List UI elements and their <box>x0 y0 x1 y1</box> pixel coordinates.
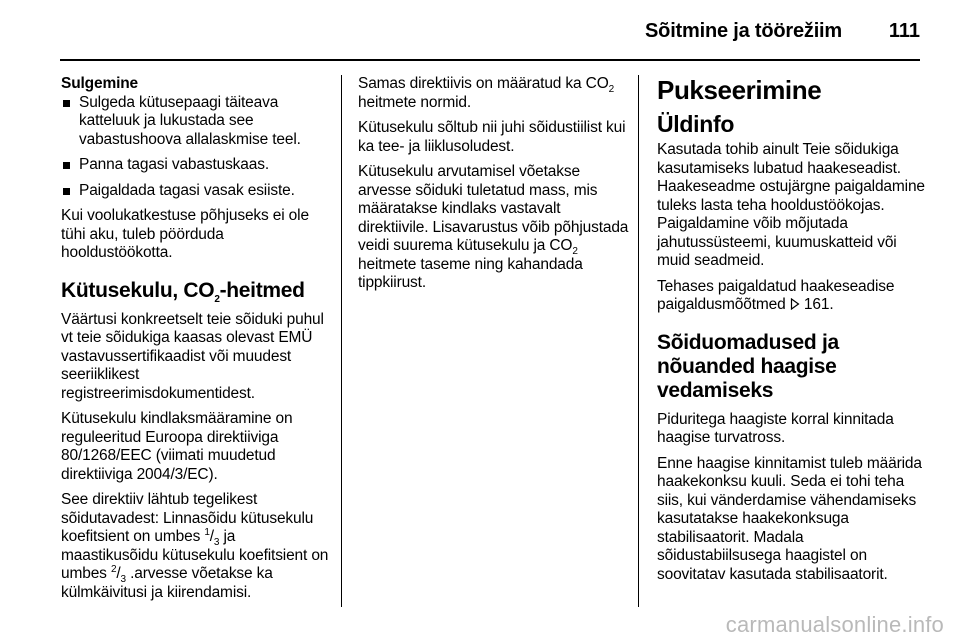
chapter-title: Sõitmine ja töörežiim <box>645 20 842 42</box>
subsection-heading-general: Üldinfo <box>657 111 735 137</box>
paragraph: Kasutada tohib ainult Teie sõidukiga kasutamiseks lubatud haakeseadist. Haakeseadme ostujärgne paigaldamine tuleks lasta teha hooldustöökojas. Paigaldamine võib mõjutada jahutussüsteemi, kuumuskatteid või muid seadmeid. <box>657 141 925 269</box>
section-heading-fuel: Kütusekulu, $CO_2$-heitmed <box>61 278 305 305</box>
closing-steps-list <box>61 94 331 201</box>
paragraph: Enne haagise kinnitamist tuleb määrida haakekonksu kuuli. Seda ei tohi teha siis, kui vänderdamise vähendamiseks kasutatakse haakekonksuga stabilisaatorit. Madala sõidustabiilsusega haagistel on soovitatav kasutada stabilisaatorit. <box>657 454 922 583</box>
square-bullet-icon <box>63 188 70 195</box>
list-item: Panna tagasi vabastuskaas. <box>61 156 331 175</box>
list-item: Sulgeda kütusepaagi täiteava katteluuk ja lukustada see vabastushoova allalaskmise teel. <box>61 94 331 150</box>
column-divider-1 <box>341 75 342 607</box>
column-divider-2 <box>638 75 639 607</box>
closing-label: Sulgemine <box>61 75 139 92</box>
page-number: 111 <box>888 20 920 42</box>
paragraph: Kütusekulu arvutamisel võetakse arvesse sõiduki tuletatud mass, mis määratakse kindlaks vastavalt direktiivile. Lisavarustus võib põhjustada veidi suurema kütusekulu ja $CO_2$ heitmete taseme ning kahandada tippkiirust. <box>358 163 629 291</box>
paragraph: Tehases paigaldatud haakeseadise paigaldusmõõtmed 161. <box>657 277 895 313</box>
square-bullet-icon <box>63 100 70 107</box>
section-title-towing: Pukseerimine <box>657 75 822 105</box>
list-item: Paigaldada tagasi vasak esiiste. <box>61 182 331 201</box>
paragraph: Väärtusi konkreetselt teie sõiduki puhul vt teie sõidukiga kaasas olevast EMÜ vastavussertifikaadist või muudest seeriiklikest registreerimisdokumentidest. <box>61 310 324 402</box>
paragraph: Kütusekulu sõltub nii juhi sõidustiilist kui ka tee- ja liiklusoludest. <box>358 119 626 155</box>
paragraph: Kütusekulu kindlaksmääramine on reguleeritud Euroopa direktiiviga 80/1268/EEC (viimati muudetud direktiiviga 2004/3/EC). <box>61 410 293 483</box>
paragraph: Samas direktiivis on määratud ka $CO_2$ heitmete normid. <box>358 75 615 111</box>
square-bullet-icon <box>63 162 70 169</box>
watermark: carmanualsonline.info <box>725 612 944 637</box>
paragraph: See direktiiv lähtub tegelikest sõidutavadest: Linnasõidu kütusekulu koefitsient on umbes $^1/_3$ ja maastikusõidu kütusekulu koefitsient on umbes $^2/_3$ .arvesse võetakse ka külmkäivitusi ja kiirendamisi. <box>61 491 329 601</box>
paragraph: Kui voolukatkestuse põhjuseks ei ole tühi aku, tuleb pöörduda hooldustöökotta. <box>61 207 309 261</box>
paragraph: Piduritega haagiste korral kinnitada haagise turvatross. <box>657 410 894 446</box>
page-reference-icon <box>790 298 800 310</box>
subsection-heading-trailer: Sõiduomadused ja nõuanded haagise vedamiseks <box>657 330 839 402</box>
column-2 <box>358 75 630 300</box>
column-3 <box>657 75 927 591</box>
header-rule <box>60 59 920 61</box>
column-1 <box>61 75 331 609</box>
page-header <box>0 0 960 60</box>
